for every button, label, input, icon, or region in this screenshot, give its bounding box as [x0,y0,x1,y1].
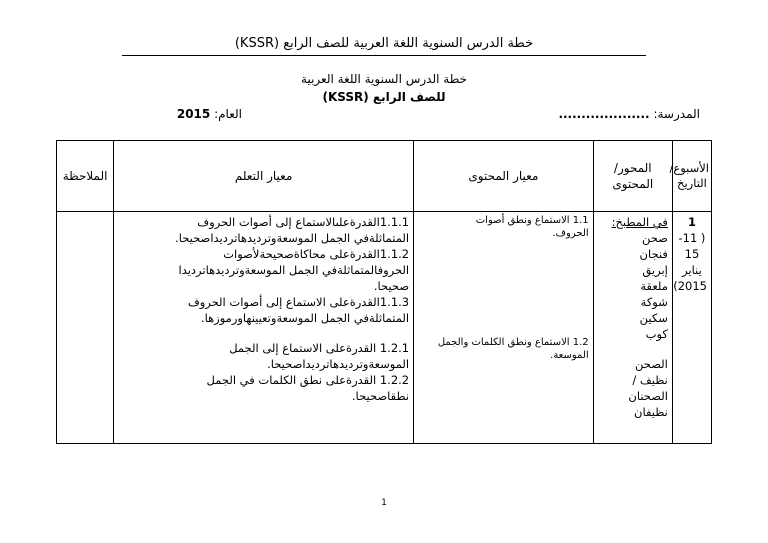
subheader-line-2: للصف الرابع (KSSR) [322,90,446,104]
week-number: 1 [687,215,696,229]
learning-standard-line: 1.2.1 القدرةعلى الاستماع إلى الجمل [229,341,410,355]
learning-standard-line: نطقاصحيحا. [351,389,410,403]
learning-standard-line: المتماثلةفي الجمل الموسعةوترديدهاترديداصحيحا. [175,231,410,245]
axis-line: إبريق [642,263,668,277]
axis-line: نظيفان [634,405,668,419]
year-label: العام: [214,107,242,121]
table-row [57,212,712,444]
content-standard-1: الحروف. [552,228,589,239]
axis-line: الصحنان [628,389,668,403]
header-content-standard: معيار المحتوى [414,141,594,212]
learning-standard-cell [114,212,414,444]
school-label: المدرسة: [653,107,700,121]
axis-line: ملعقة [640,279,668,293]
content-spacer [418,240,589,336]
axis-spacer [598,342,668,356]
content-standard-cell [414,212,594,444]
week-date-3: يناير [682,263,702,277]
axis-line: فنجان [639,247,668,261]
header-notes: الملاحظة [57,141,114,212]
page-number: 1 [381,498,387,508]
learning-standard-line: صحيحا. [373,279,410,293]
subheader-line-1: خطة الدرس السنوية اللغة العربية [301,72,467,86]
learning-spacer [118,326,409,340]
axis-line: نظيف / [632,373,668,387]
learning-standard-line: الحروفالمتماثلةفي الجمل الموسعةوترديدهاترديدا [178,263,410,277]
content-standard-1: 1.1 الاستماع ونطق أصوات [475,215,589,226]
axis-line: سكين [639,311,668,325]
learning-standard-line: 1.1.1القدرةعلىالاستماع إلى أصوات الحروف [197,215,410,229]
table-header-row [57,141,712,212]
header-learning-standard: معيار التعلم [114,141,414,212]
axis-cell [593,212,672,444]
school-value: .................... [558,107,650,121]
axis-line: صحن [641,231,668,245]
year-value: 2015 [176,107,211,121]
learning-standard-line: المتماثلةفي الجمل الموسعةوتعيينهاورموزها. [200,311,410,325]
learning-standard-line: الموسعةوترديدهاترديداصحيحا. [267,357,410,371]
lesson-plan-table [56,140,712,444]
week-date-2: 15 [684,247,700,261]
axis-line: الصحن [635,357,668,371]
week-date-1: ( 11- [678,231,706,245]
year-field [177,107,242,121]
week-date-4: 2015) [673,279,707,293]
header-week: الأسبوع/ التاريخ [672,141,711,212]
content-standard-2: الموسعة. [550,350,589,361]
week-cell [672,212,711,444]
page-header-title: خطة الدرس السنوية اللغة العربية للصف الرابع (KSSR) [234,36,534,51]
notes-cell [57,212,114,444]
learning-standard-line: 1.1.2القدرةعلى محاكاةصحيحةلأصوات [223,247,410,261]
axis-line: شوكة [640,295,668,309]
school-field [558,107,700,121]
header-divider [122,55,646,56]
content-standard-2: 1.2 الاستماع ونطق الكلمات والجمل [437,337,589,348]
header-axis: المحور/ المحتوى [593,141,672,212]
axis-line: في المطبخ: [611,215,668,229]
learning-standard-line: 1.1.3القدرةعلى الاستماع إلى أصوات الحروف [187,295,410,309]
learning-standard-line: 1.2.2 القدرةعلى نطق الكلمات في الجمل [206,373,410,387]
axis-line: كوب [645,327,668,341]
